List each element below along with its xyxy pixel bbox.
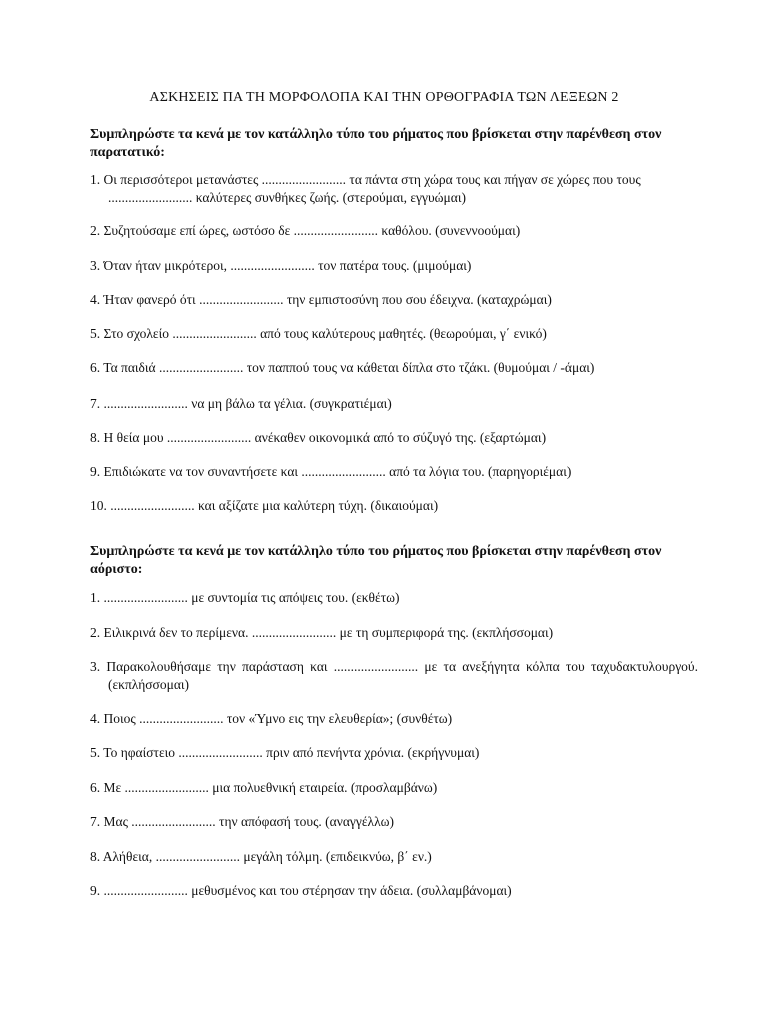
section1-item-5: 5. Στο σχολείο ......................... από τους καλύτερους μαθητές. (θεωρούμαι, γ΄ ενικό) bbox=[90, 326, 547, 341]
section2-item-1: 1. ......................... με συντομία τις απόψεις του. (εκθέτω) bbox=[90, 590, 400, 605]
page-title: ΑΣΚΗΣΕΙΣ ΠΑ ΤΗ ΜΟΡΦΟΛΟΠΑ ΚΑΙ ΤΗΝ ΟΡΘΟΓΡΑΦΙΑ ΤΩΝ ΛΕΞΕΩΝ 2 bbox=[149, 90, 619, 105]
section1-item-8: 8. Η θεία μου ......................... ανέκαθεν οικονομικά από το σύζυγό της. (εξαρτώμαι) bbox=[90, 430, 547, 445]
section1-item-7: 7. ......................... να μη βάλω τα γέλια. (συγκρατιέμαι) bbox=[90, 396, 392, 411]
section2-item-9: 9. ......................... μεθυσμένος και του στέρησαν την άδεια. (συλλαμβάνομαι) bbox=[90, 883, 512, 898]
section2-item-4: 4. Ποιος ......................... τον «Ύμνο εις την ελευθερία»; (συνθέτω) bbox=[90, 711, 453, 726]
section1-item-3: 3. Όταν ήταν μικρότεροι, ......................... τον πατέρα τους. (μιμούμαι) bbox=[90, 258, 472, 273]
section1-item-10: 10. ......................... και αξίζατε μια καλύτερη τύχη. (δικαιούμαι) bbox=[90, 498, 439, 513]
section1-item-9: 9. Επιδιώκατε να τον συναντήσετε και ......................... από τα λόγια του. (παρηγοριέμαι) bbox=[90, 464, 572, 479]
section2-item-6: 6. Με ......................... μια πολυεθνική εταιρεία. (προσλαμβάνω) bbox=[90, 780, 438, 795]
section1-instruction: Συμπληρώστε τα κενά με τον κατάλληλο τύπο του ρήματος που βρίσκεται στην παρένθεση στον παρατατικό: bbox=[90, 127, 662, 160]
section2-item-2: 2. Ειλικρινά δεν το περίμενα. ......................... με τη συμπεριφορά της. (εκπλήσσομαι) bbox=[90, 625, 554, 640]
section1-item-1: 1. Οι περισσότεροι μετανάστες ......................... τα πάντα στη χώρα τους και πήγαν σε χώρες που τους ......................... καλύτερες συνθήκες ζωής. (στερούμαι, εγγυώμαι) bbox=[90, 172, 641, 205]
section1-item-4: 4. Ήταν φανερό ότι ......................... την εμπιστοσύνη που σου έδειχνα. (καταχρώμαι) bbox=[90, 292, 552, 307]
section1-item-2: 2. Συζητούσαμε επί ώρες, ωστόσο δε ......................... καθόλου. (συνεννοούμαι) bbox=[90, 223, 521, 238]
section2-item-7: 7. Μας ......................... την απόφασή τους. (αναγγέλλω) bbox=[90, 814, 395, 829]
section2-item-5: 5. Το ηφαίστειο ......................... πριν από πενήντα χρόνια. (εκρήγνυμαι) bbox=[90, 745, 480, 760]
section2-item-3: 3. Παρακολουθήσαμε την παράσταση και ......................... με τα ανεξήγητα κόλπα του ταχυδακτυλουργού. (εκπλήσσομαι) bbox=[90, 659, 698, 692]
section1-item-6: 6. Τα παιδιά ......................... τον παππού τους να κάθεται δίπλα στο τζάκι. (θυμούμαι / -άμαι) bbox=[90, 360, 595, 375]
section2-instruction: Συμπληρώστε τα κενά με τον κατάλληλο τύπο του ρήματος που βρίσκεται στην παρένθεση στον αόριστο: bbox=[90, 544, 662, 577]
section2-item-8: 8. Αλήθεια, ......................... μεγάλη τόλμη. (επιδεικνύω, β΄ εν.) bbox=[90, 849, 432, 864]
